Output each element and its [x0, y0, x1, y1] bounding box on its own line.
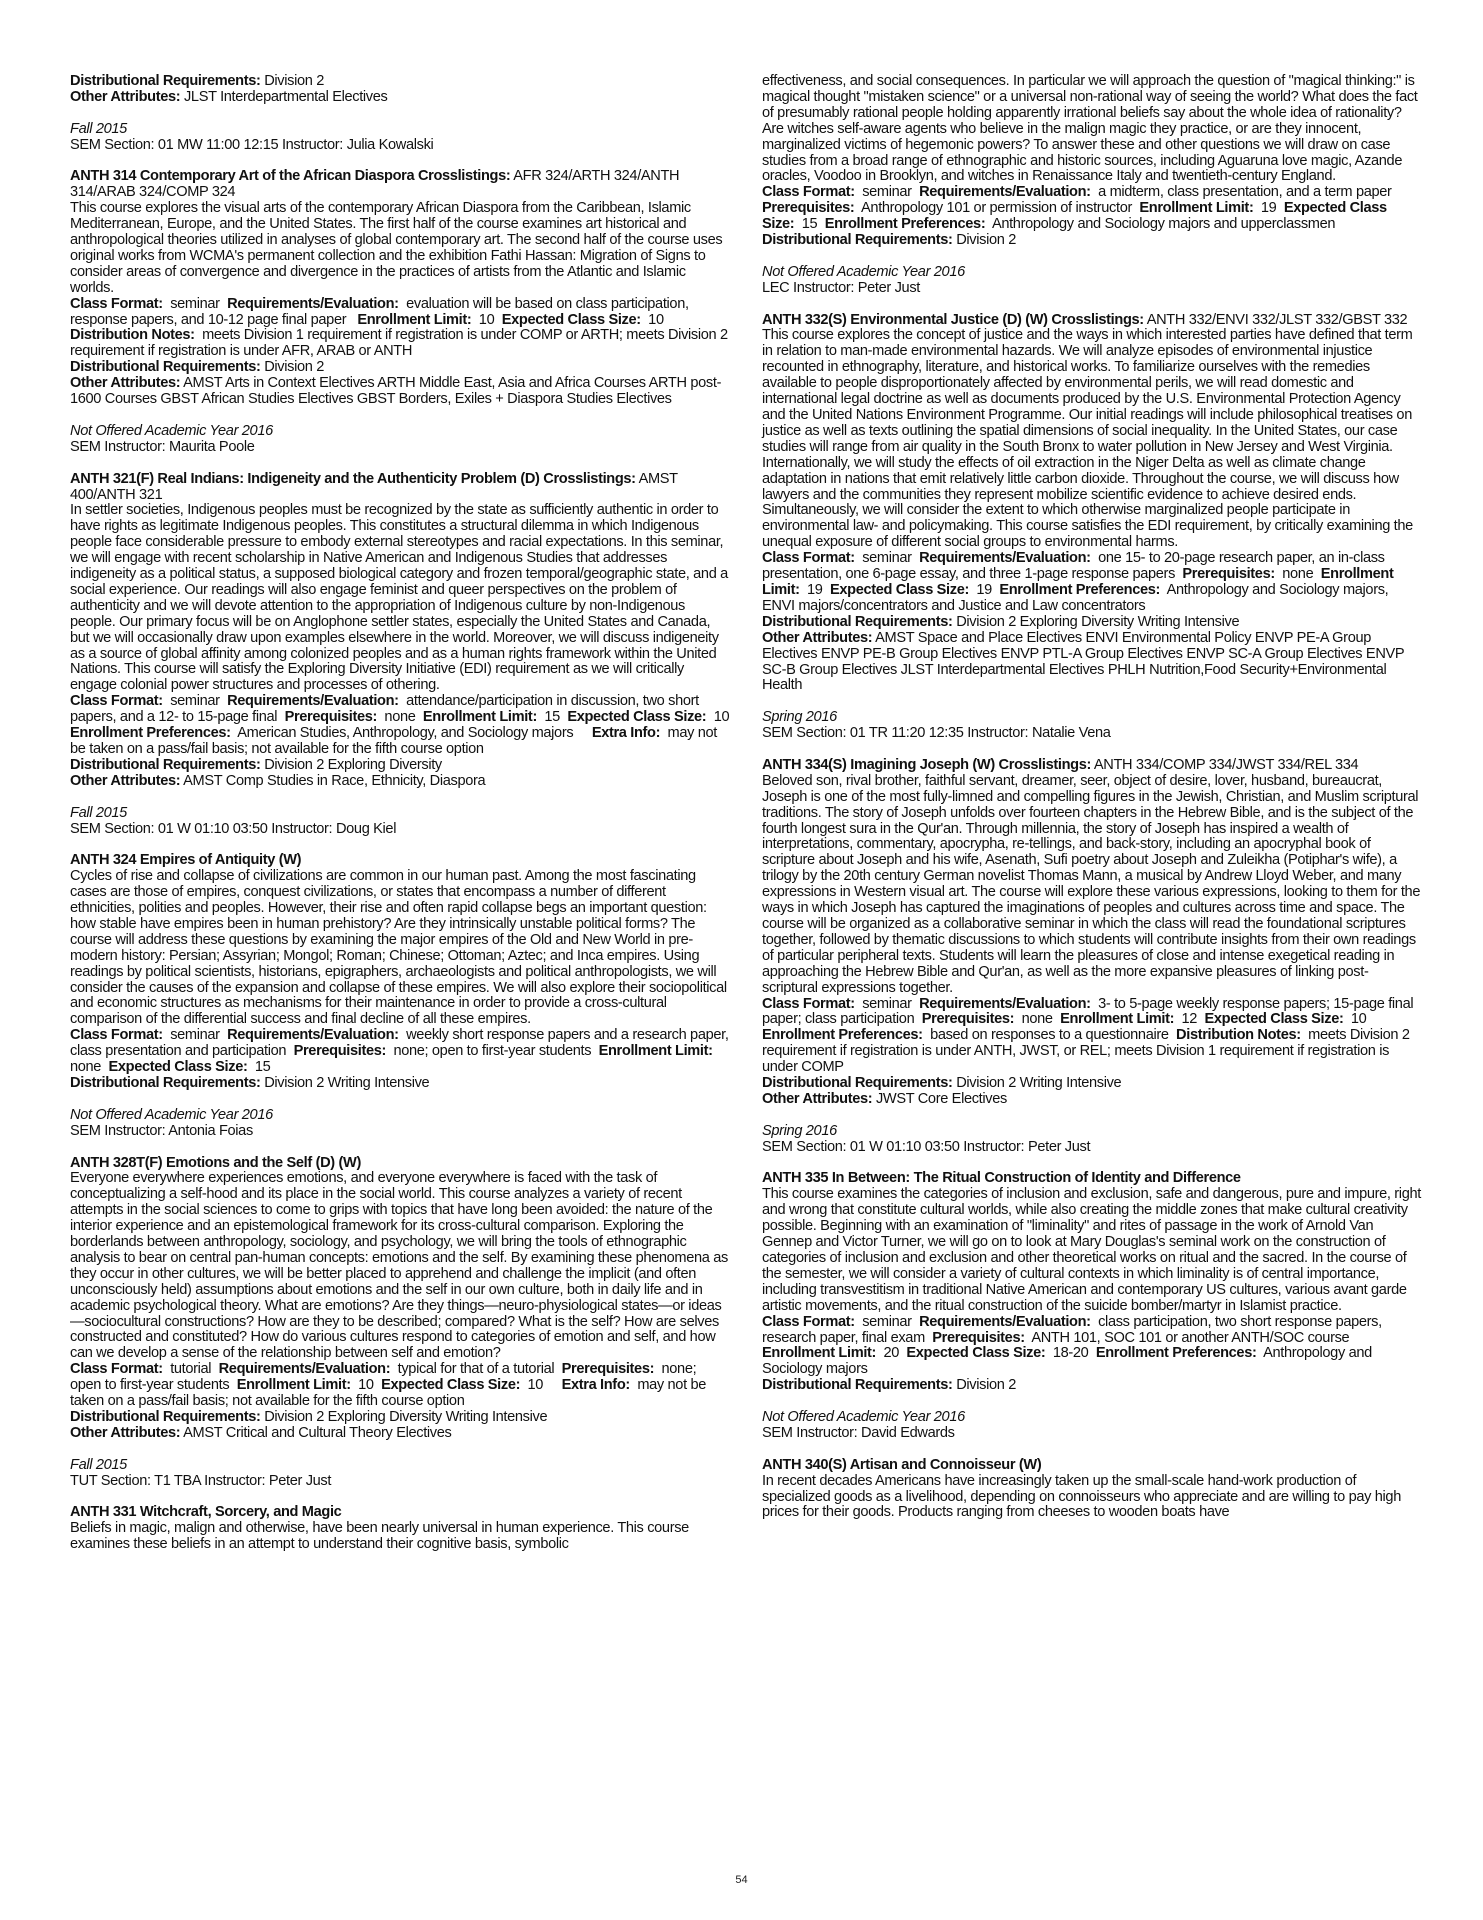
detail-value: 10	[354, 1377, 382, 1394]
course-heading	[70, 1505, 730, 1521]
detail-value: seminar	[858, 1313, 920, 1330]
attribute-line	[762, 1076, 1422, 1092]
body-text: effectiveness, and social consequences. In particular we will approach the question of "magical thinking:" is magical thought "mistaken science" or a universal non-rational way of seeing the world? What does the fact of presumably rational people holding apparently irrational beliefs say about the whole idea of rationality? Are witches self-aware agents who believe in the malign magic they practice, or are they innocent, marginalized victims of hegemonic powers? To answer these and other questions we will draw on case studies from a broad range of ethnographic and historic sources, including Aguaruna love magic, Azande oracles, Voodoo in Brooklyn, and witches in Renaissance Italy and twentieth-century England.	[762, 73, 1418, 185]
term-text: Spring 2016	[762, 1122, 837, 1139]
course-heading	[762, 1171, 1422, 1187]
detail-label: Enrollment Preferences:	[70, 725, 235, 742]
detail-value: American Studies, Anthropology, and Sociology majors	[234, 725, 592, 742]
detail-value: 10	[710, 709, 737, 726]
attribute-label: Distributional Requirements:	[70, 359, 261, 376]
paragraph-spacer	[762, 1394, 1422, 1410]
detail-label: Requirements/Evaluation:	[218, 1361, 394, 1378]
detail-label: Class Format:	[762, 1313, 859, 1330]
detail-value: 15	[251, 1059, 271, 1076]
paragraph-spacer	[762, 249, 1422, 265]
term-text: Fall 2015	[70, 804, 127, 821]
attribute-label: Distributional Requirements:	[70, 73, 261, 89]
term-label	[70, 122, 730, 138]
attribute-line	[762, 1378, 1422, 1394]
attribute-label: Distributional Requirements:	[70, 1409, 261, 1425]
detail-value: based on responses to a questionnaire	[926, 1027, 1177, 1044]
course-title: ANTH 340(S) Artisan and Connoisseur (W)	[762, 1456, 1042, 1473]
detail-value: Anthropology and Sociology majors	[762, 1345, 1376, 1378]
paragraph-spacer	[70, 408, 730, 424]
attribute-value: AMST Arts in Context Electives ARTH Middle East, Asia and Africa Courses ARTH post-1600 Courses GBST African Studies Electives GBST Borders, Exiles + Diaspora Studies Electives	[70, 375, 722, 408]
attribute-line	[70, 774, 730, 790]
course-heading	[762, 758, 1422, 774]
attribute-line	[70, 1076, 730, 1092]
course-title: ANTH 334(S) Imagining Joseph (W) Crosslistings:	[762, 756, 1091, 773]
term-label	[70, 424, 730, 440]
term-text: Fall 2015	[70, 1456, 127, 1473]
detail-value: 19	[1257, 200, 1284, 217]
attribute-value: AMST Comp Studies in Race, Ethnicity, Diaspora	[183, 772, 486, 789]
detail-label: Enrollment Limit:	[1139, 200, 1258, 217]
detail-label: Expected Class Size:	[567, 709, 711, 726]
paragraph-spacer	[70, 456, 730, 472]
detail-value: meets Division 2 requirement if registration is under ANTH, JWST, or REL; meets Division 1 requirement if registration is under COMP	[762, 1027, 1414, 1076]
body-text: This course examines the categories of inclusion and exclusion, safe and dangerous, pure and impure, right and wrong that constitute cultural worlds, while also creating the middle zones that make cultural creativity possible. Beginning with an examination of "liminality" and rites of passage in the work of Arnold Van Gennep and Victor Turner, we will go on to look at Mary Douglas's seminal work on the construction of categories of inclusion and exclusion and other theoretical works on ritual and the sacred. In the course of the semester, we will consider a variety of cultural contexts in which liminality is of central importance, including transvestitism in traditional Native American and contemporary US cultures, various avant garde artistic movements, and the ritual construction of the suicide bomber/martyr in Islamist practice.	[762, 1186, 1421, 1314]
attribute-line	[70, 1410, 730, 1426]
body-text: This course explores the visual arts of the contemporary African Diaspora from the Caribbean, Islamic Mediterranean, Europe, and the United States. The first half of the course examines art historical and anthropological theories utilized in analyses of global contemporary art. The second half of the course uses original works from WCMA's permanent collection and the exhibition Fathi Hassan: Migration of Signs to consider areas of convergence and divergence in the practices of artists from the Atlantic and Islamic worlds.	[70, 200, 723, 296]
detail-value: weekly short response papers and a research paper, class presentation and participation	[70, 1027, 733, 1060]
attribute-line	[70, 376, 730, 408]
detail-value: seminar	[858, 184, 920, 201]
attribute-value: Division 2	[264, 359, 324, 376]
course-title: ANTH 328T(F) Emotions and the Self (D) (W)	[70, 1154, 361, 1171]
crosslistings: AMST 400/ANTH 321	[70, 470, 678, 503]
body-text: SEM Section: 01 W 01:10 03:50 Instructor: Peter Just	[762, 1138, 1091, 1155]
attribute-label: Other Attributes:	[70, 772, 181, 789]
course-details	[762, 551, 1422, 615]
paragraph-spacer	[70, 1092, 730, 1108]
detail-label: Requirements/Evaluation:	[919, 550, 1095, 567]
term-label	[70, 806, 730, 822]
detail-value: a midterm, class presentation, and a term paper	[1094, 184, 1399, 201]
attribute-value: Division 2	[956, 1377, 1016, 1394]
paragraph-spacer	[762, 694, 1422, 710]
body-text: SEM Instructor: David Edwards	[762, 1424, 955, 1441]
detail-label: Expected Class Size:	[501, 311, 645, 328]
attribute-label: Distributional Requirements:	[70, 1075, 261, 1091]
detail-value: seminar	[166, 693, 228, 710]
attribute-value: Division 2	[264, 73, 324, 89]
paragraph-spacer	[70, 837, 730, 853]
detail-label: Expected Class Size:	[829, 581, 973, 598]
term-text: Spring 2016	[762, 709, 837, 726]
detail-value: 3- to 5-page weekly response papers; 15-page final paper; class participation	[762, 995, 1417, 1028]
term-label	[762, 1410, 1422, 1426]
detail-label: Prerequisites:	[762, 200, 859, 217]
course-details	[70, 1027, 733, 1076]
detail-label: Class Format:	[762, 550, 859, 567]
detail-value: 20	[879, 1345, 907, 1362]
attribute-line	[762, 1092, 1422, 1108]
body-text: TUT Section: T1 TBA Instructor: Peter Just	[70, 1472, 332, 1489]
crosslistings: ANTH 334/COMP 334/JWST 334/REL 334	[1093, 756, 1359, 773]
detail-label: Enrollment Limit:	[422, 709, 541, 726]
detail-label: Extra Info:	[591, 725, 664, 742]
detail-label: Requirements/Evaluation:	[919, 995, 1095, 1012]
detail-value: 10	[644, 311, 683, 328]
course-title: ANTH 332(S) Environmental Justice (D) (W) Crosslistings:	[762, 311, 1144, 328]
attribute-line	[762, 233, 1422, 249]
course-title: ANTH 314 Contemporary Art of the African Diaspora Crosslistings:	[70, 168, 511, 185]
detail-label: Distribution Notes:	[1176, 1027, 1305, 1044]
detail-value: 12	[1177, 1011, 1205, 1028]
attribute-label: Other Attributes:	[70, 1424, 181, 1441]
detail-value: class participation, two short response papers, research paper, final exam	[762, 1313, 1386, 1346]
detail-label: Enrollment Limit:	[762, 1345, 880, 1362]
detail-label: Prerequisites:	[921, 1011, 1018, 1028]
attribute-label: Other Attributes:	[762, 629, 873, 646]
detail-value: none; open to first-year students	[70, 1361, 701, 1394]
page-number: 54	[735, 1874, 748, 1886]
course-title: ANTH 335 In Between: The Ritual Construction of Identity and Difference	[762, 1170, 1241, 1187]
detail-value: none	[1017, 1011, 1061, 1028]
detail-value: 15	[798, 216, 825, 233]
detail-label: Enrollment Preferences:	[1095, 1345, 1261, 1362]
detail-label: Prerequisites:	[932, 1329, 1029, 1346]
attribute-line	[762, 615, 1422, 631]
course-details	[70, 1362, 730, 1410]
paragraph-spacer	[762, 1156, 1422, 1172]
term-label	[762, 710, 1422, 726]
term-label	[762, 265, 1422, 281]
detail-label: Enrollment Limit:	[762, 566, 1398, 598]
term-text: Not Offered Academic Year 2016	[762, 1409, 965, 1426]
detail-value: 15	[540, 709, 568, 726]
body-text: This course explores the concept of justice and the ways in which interested parties have defined that term in relation to man-made environmental hazards. We will analyze episodes of environmental injustice recounted in ethnography, literature, and historical works. To familiarize ourselves with the remedies available to people disproportionately affected by environmental perils, we will read domestic and international legal doctrine as well as documents produced by the U.S. Environmental Protection Agency and the United Nations Environment Programme. Our initial readings will include philosophical treatises on justice as well as texts outlining the spatial dimensions of social inequality. In the United States, our case studies will range from air quality in the South Bronx to water pollution in New Jersey and West Virginia. Internationally, we will study the effects of oil extraction in the Niger Delta as well as climate change adaptation in nations that emit relatively little carbon dioxide. Throughout the course, we will discuss how lawyers and the communities they represent mobilize scientific evidence to achieve desired ends. Simultaneously, we will consider the extent to which otherwise marginalized people participate in environmental law- and policymaking. This course satisfies the EDI requirement, by critically examining the unequal exposure of different social groups to environmental harms.	[762, 327, 1413, 551]
detail-label: Expected Class Size:	[108, 1059, 252, 1076]
attribute-label: Distributional Requirements:	[762, 1377, 953, 1394]
paragraph-spacer	[70, 106, 730, 122]
attribute-value: AMST Space and Place Electives ENVI Environmental Policy ENVP PE-A Group Electives ENVP PE-B Group Electives ENVP PTL-A Group Electives ENVP SC-A Group Electives ENVP SC-B Group Electives JLST Interdepartmental Electives PHLH Nutrition,Food Security+Environmental Health	[762, 629, 1405, 694]
detail-value: one 15- to 20-page research paper, an in-class presentation, one 6-page essay, and three 1-page response papers	[762, 550, 1389, 583]
detail-value: may not be taken on a pass/fail basis; not available for the fifth course option	[70, 1377, 710, 1410]
body-text: SEM Section: 01 TR 11:20 12:35 Instructor: Natalie Vena	[762, 725, 1111, 742]
detail-label: Enrollment Preferences:	[762, 1027, 927, 1044]
course-details	[762, 1315, 1422, 1379]
crosslistings: AFR 324/ARTH 324/ANTH 314/ARAB 324/COMP 324	[70, 168, 680, 201]
detail-label: Enrollment Preferences:	[999, 581, 1164, 598]
detail-label: Class Format:	[762, 184, 859, 201]
body-text: In settler societies, Indigenous peoples must be recognized by the state as sufficiently authentic in order to have rights as legitimate Indigenous peoples. This constitutes a structural dilemma in which Indigenous people face considerable pressure to embody external stereotypes and racial expectations. In this seminar, we will engage with recent scholarship in Native American and Indigenous Studies that addresses indigeneity as a political status, a supposed biological category and frozen temporal/geographic state, and a social experience. Our readings will also engage feminist and queer perspectives on the problem of authenticity and we will devote attention to the appropriation of Indigenous culture by non-Indigenous people. Our primary focus will be on Anglophone settler states, especially the United States and Canada, but we will occasionally draw upon examples elsewhere in the world. Moreover, we will discuss indigeneity as a source of global affinity among colonized peoples and as a human rights framework within the United Nations. This course will satisfy the Exploring Diversity Initiative (EDI) requirement as we will critically engage colonial power structures and processes of othering.	[70, 502, 728, 694]
detail-value: 10	[523, 1377, 562, 1394]
term-text: Not Offered Academic Year 2016	[70, 1106, 273, 1123]
attribute-label: Distributional Requirements:	[70, 756, 261, 773]
course-heading	[762, 313, 1422, 329]
detail-label: Prerequisites:	[284, 709, 381, 726]
right-column	[762, 74, 1422, 1521]
detail-label: Expected Class Size:	[1204, 1011, 1348, 1028]
attribute-value: Division 2 Exploring Diversity Writing Intensive	[264, 1409, 548, 1425]
course-title: ANTH 331 Witchcraft, Sorcery, and Magic	[70, 1504, 342, 1521]
attribute-line	[70, 360, 730, 376]
paragraph-spacer	[762, 297, 1422, 313]
detail-value: 19	[803, 581, 830, 598]
course-title: ANTH 321(F) Real Indians: Indigeneity and the Authenticity Problem (D) Crosslistings:	[70, 470, 636, 487]
detail-label: Requirements/Evaluation:	[227, 693, 403, 710]
detail-value: none; open to first-year students	[389, 1043, 599, 1060]
body-text: SEM Section: 01 MW 11:00 12:15 Instructor: Julia Kowalski	[70, 136, 434, 153]
course-heading	[70, 472, 730, 504]
course-details	[762, 185, 1422, 233]
detail-value: seminar	[858, 995, 920, 1012]
paragraph-spacer	[70, 1490, 730, 1506]
attribute-line	[70, 758, 730, 774]
crosslistings: ANTH 332/ENVI 332/JLST 332/GBST 332	[1146, 311, 1408, 328]
detail-value: 10	[1347, 1011, 1374, 1028]
paragraph-spacer	[70, 1140, 730, 1156]
attribute-value: Division 2 Writing Intensive	[956, 1075, 1122, 1092]
detail-label: Enrollment Limit:	[353, 311, 476, 328]
detail-label: Distribution Notes:	[70, 327, 199, 344]
attribute-label: Distributional Requirements:	[762, 613, 953, 630]
attribute-value: Division 2 Exploring Diversity	[264, 756, 442, 773]
detail-label: Prerequisites:	[293, 1043, 390, 1060]
detail-label: Class Format:	[70, 693, 167, 710]
body-text: Beloved son, rival brother, faithful servant, dreamer, seer, object of desire, lover, husband, bureaucrat, Joseph is one of the most fully-limned and compelling figures in the Jewish, Christian, and Muslim scriptural traditions. The story of Joseph unfolds over fourteen chapters in the Hebrew Bible, and is the subject of the fourth longest sura in the Qur'an. Through millennia, the story of Joseph has inspired a wealth of interpretations, commentary, apocrypha, re-tellings, and back-story, including an apocryphal book of scripture about Joseph and his wife, Asenath, Sufi poetry about Joseph and Zuleikha (Potiphar's wife), a trilogy by the 20th century German novelist Thomas Mann, a musical by Andrew Lloyd Weber, and many expressions in Western visual art. The course will explore these various expressions, looking to them for the ways in which Joseph has captured the imaginations of peoples and cultures across time and space. The course will be organized as a collaborative seminar in which the class will read the foundational scriptures together, followed by thematic discussions to which students will contribute insights from their own readings of particular peripheral texts. Students will learn the pleasures of close and intense exegetical reading in approaching the Hebrew Bible and Qur'an, as well as the more expansive pleasures of linking post-scriptural expressions together.	[762, 772, 1421, 996]
detail-label: Class Format:	[762, 995, 859, 1012]
detail-value: tutorial	[166, 1361, 219, 1378]
paragraph-spacer	[762, 1108, 1422, 1124]
course-heading	[70, 853, 730, 869]
attribute-value: Division 2	[956, 232, 1016, 249]
course-title: ANTH 324 Empires of Antiquity (W)	[70, 852, 302, 869]
detail-value: seminar	[166, 295, 228, 312]
body-text: LEC Instructor: Peter Just	[762, 279, 920, 296]
course-heading	[70, 1156, 730, 1172]
term-text: Not Offered Academic Year 2016	[762, 263, 965, 280]
body-text: Everyone everywhere experiences emotions, and everyone everywhere is faced with the task of conceptualizing a self-hood and its place in the social world. This course analyzes a variety of recent attempts in the social sciences to come to grips with topics that have long been avoided: the nature of the interior experience and an epistemological framework for its cross-cultural comparison. Exploring the borderlands between anthropology, sociology, and psychology, we will bring the tools of ethnographic analysis to bear on central pan-human concepts: emotions and the self. By examining these phenomena as they occur in other cultures, we will be better placed to apprehend and challenge the implicit (and often unconsciously held) assumptions about emotions and the self in our own culture, both in daily life and in academic psychological theory. What are emotions? Are they things—neuro-physiological states—or ideas—sociocultural constructions? How are they to be described; compared? What is the self? How are selves constructed and constituted? How do various cultures respond to categories of emotion and self, and how can we develop a sense of the relationship between self and emotion?	[70, 1170, 728, 1362]
detail-label: Class Format:	[70, 295, 167, 312]
attribute-value: AMST Critical and Cultural Theory Electives	[183, 1424, 452, 1441]
course-heading	[762, 1458, 1422, 1474]
attribute-label: Other Attributes:	[762, 1090, 873, 1107]
attribute-line	[70, 90, 730, 106]
paragraph-spacer	[70, 154, 730, 170]
detail-value: 19	[972, 581, 1000, 598]
detail-label: Enrollment Limit:	[236, 1377, 355, 1394]
term-label	[70, 1458, 730, 1474]
detail-label: Requirements/Evaluation:	[227, 295, 403, 312]
detail-label: Prerequisites:	[561, 1361, 658, 1378]
detail-label: Enrollment Preferences:	[824, 216, 990, 233]
detail-label: Expected Class Size:	[906, 1345, 1050, 1362]
attribute-line	[70, 74, 730, 90]
detail-value: Anthropology and Sociology majors, ENVI majors/concentrators and Justice and Law concentrators	[762, 581, 1393, 614]
course-details	[70, 693, 737, 758]
detail-label: Requirements/Evaluation:	[919, 1313, 1095, 1330]
detail-label: Requirements/Evaluation:	[227, 1027, 403, 1044]
attribute-label: Distributional Requirements:	[762, 1075, 953, 1092]
detail-label: Enrollment Limit:	[598, 1043, 717, 1060]
detail-value: none	[70, 1043, 721, 1076]
term-text: Fall 2015	[70, 120, 127, 137]
body-text: In recent decades Americans have increasingly taken up the small-scale hand-work production of specialized goods as a livelihood, depending on connoisseurs who appreciate and are willing to pay high prices for their goods. Products ranging from cheeses to wooden boats have	[762, 1472, 1401, 1521]
attribute-value: Division 2 Exploring Diversity Writing Intensive	[956, 613, 1240, 630]
detail-value: Anthropology and Sociology majors and upperclassmen	[989, 216, 1336, 233]
detail-label: Class Format:	[70, 1361, 167, 1378]
attribute-value: JLST Interdepartmental Electives	[183, 88, 388, 105]
detail-label: Enrollment Limit:	[1060, 1011, 1178, 1028]
body-text: SEM Instructor: Maurita Poole	[70, 438, 255, 455]
detail-label: Requirements/Evaluation:	[919, 184, 1095, 201]
detail-value: may not be taken on a pass/fail basis; not available for the fifth course option	[70, 725, 721, 757]
detail-value: none	[1278, 566, 1321, 583]
course-details	[70, 297, 730, 361]
attribute-label: Other Attributes:	[70, 375, 181, 392]
attribute-line	[762, 631, 1422, 695]
detail-value: meets Division 1 requirement if registration is under COMP or ARTH; meets Division 2 requirement if registration is under AFR, ARAB or ANTH	[70, 327, 732, 360]
detail-value: 18-20	[1049, 1345, 1096, 1362]
detail-value: typical for that of a tutorial	[393, 1361, 562, 1378]
detail-value: Anthropology 101 or permission of instructor	[858, 200, 1140, 217]
attribute-line	[70, 1426, 730, 1442]
left-column	[70, 73, 737, 1553]
detail-value: seminar	[166, 1027, 228, 1044]
detail-value: ANTH 101, SOC 101 or another ANTH/SOC course	[1028, 1329, 1357, 1346]
attribute-value: JWST Core Electives	[875, 1090, 1007, 1107]
detail-label: Prerequisites:	[1182, 566, 1279, 583]
detail-value: seminar	[858, 550, 920, 567]
body-text: Cycles of rise and collapse of civilizations are common in our human past. Among the most fascinating cases are those of empires, conquest civilizations, or states that encompass a number of different ethnicities, polities and peoples. However, their rise and often rapid collapse begs an important question: how stable have empires been in human prehistory? Are they intrinsically unstable political forms? The course will address these questions by examining the major empires of the Old and New World in pre-modern history: Persian; Assyrian; Mongol; Roman; Chinese; Ottoman; Aztec; and Inca empires. Using readings by political scientists, historians, epigraphers, archaeologists and political anthropologists, we will consider the causes of the expansion and collapse of these empires. We will also explore their sociopolitical and economic structures as mechanisms for their maintenance in order to provide a cross-cultural comparison of the differential success and final decline of all these empires.	[70, 868, 727, 1028]
paragraph-spacer	[762, 1442, 1422, 1458]
detail-label: Class Format:	[70, 1027, 167, 1044]
course-details	[762, 997, 1422, 1077]
body-text: SEM Section: 01 W 01:10 03:50 Instructor: Doug Kiel	[70, 820, 397, 837]
detail-label: Extra Info:	[561, 1377, 634, 1394]
detail-value: 10	[475, 311, 502, 328]
term-text: Not Offered Academic Year 2016	[70, 422, 273, 439]
attribute-label: Distributional Requirements:	[762, 232, 953, 249]
term-label	[70, 1108, 730, 1124]
term-label	[762, 1124, 1422, 1140]
body-text: Beliefs in magic, malign and otherwise, have been nearly universal in human experience. This course examines these beliefs in an attempt to understand their cognitive basis, symbolic	[70, 1520, 689, 1553]
attribute-label: Other Attributes:	[70, 88, 181, 105]
paragraph-spacer	[70, 790, 730, 806]
attribute-value: Division 2 Writing Intensive	[264, 1075, 430, 1091]
paragraph-spacer	[762, 742, 1422, 758]
detail-value: attendance/participation in discussion, two short papers, and a 12- to 15-page final	[70, 693, 703, 726]
detail-label: Expected Class Size:	[381, 1377, 524, 1394]
detail-value: none	[380, 709, 423, 726]
detail-value: evaluation will be based on class participation, response papers, and 10-12 page final paper	[70, 295, 693, 328]
course-heading	[70, 169, 730, 201]
body-text: SEM Instructor: Antonia Foias	[70, 1122, 253, 1139]
detail-label: Expected Class Size:	[762, 200, 1391, 233]
paragraph-spacer	[70, 1442, 730, 1458]
